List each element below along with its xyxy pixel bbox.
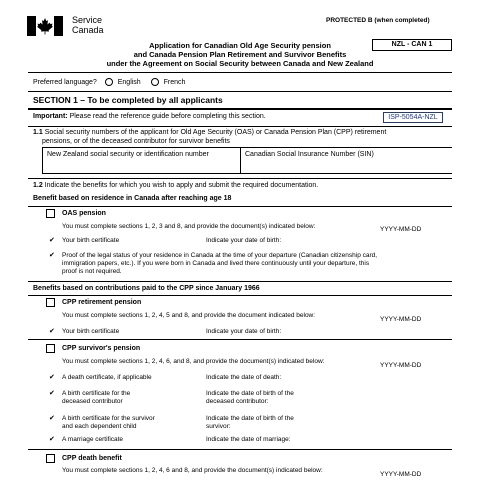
nz-ssn-label: New Zealand social security or identification number <box>47 151 209 158</box>
question-1-2-text: Indicate the benefits for which you wish to apply and submit the required documentation. <box>44 182 319 189</box>
cpp-survivor-title: CPP survivor's pension <box>62 345 141 352</box>
question-number: 1.1 <box>33 129 43 136</box>
cpp-retirement-title: CPP retirement pension <box>62 299 142 306</box>
oas-date-of-birth-field[interactable]: Indicate your date of birth: <box>206 237 282 244</box>
oas-doc-legal-status <box>62 252 452 276</box>
cpp-death-instruction: You must complete sections 1, 2, 4, 6 and 8, and provide the document(s) indicated below: <box>62 467 323 474</box>
form-code-box: NZL - CAN 1 <box>372 39 452 51</box>
residence-heading: Benefit based on residence in Canada after reaching age 18 <box>33 195 232 202</box>
date-of-death-field[interactable]: Indicate the date of death: <box>206 374 282 381</box>
check-icon: ✔ <box>49 390 55 397</box>
language-prompt: Preferred language? <box>33 78 97 86</box>
english-radio[interactable] <box>105 78 113 86</box>
cpp-retirement-checkbox[interactable] <box>46 298 55 307</box>
contributions-heading: Benefits based on contributions paid to the CPP since January 1966 <box>33 285 260 292</box>
cpp-retirement-instruction: You must complete sections 1, 2, 4, 5 and 8, and provide the document indicated below: <box>62 312 316 319</box>
english-label: English <box>117 78 141 86</box>
reference-guide-link[interactable]: ISP-5054A-NZL <box>383 112 443 123</box>
divider <box>28 178 452 179</box>
survivor-date-of-birth-field[interactable] <box>206 415 294 431</box>
service-canada-wordmark <box>72 15 104 35</box>
check-icon: ✔ <box>49 237 55 244</box>
question-1-1-line2: pensions, or of the deceased contributor for survivor benefits <box>42 137 230 145</box>
canada-flag-logo <box>27 16 63 36</box>
divider <box>28 126 452 127</box>
language-row <box>33 78 185 87</box>
survivor-doc-contributor-birth <box>62 390 130 406</box>
divider <box>28 295 452 296</box>
doc-label-line: deceased contributor <box>62 398 123 405</box>
field-label-line: deceased contributor: <box>206 398 269 405</box>
field-label-line: survivor: <box>206 423 231 430</box>
divider <box>28 72 452 73</box>
form-title <box>0 41 480 68</box>
nz-ssn-field[interactable] <box>43 148 241 173</box>
divider <box>28 206 452 207</box>
check-icon: ✔ <box>49 328 55 335</box>
date-format: YYYY-MM-DD <box>380 471 422 478</box>
important-note <box>33 113 266 122</box>
divider <box>28 281 452 282</box>
french-label: French <box>163 78 186 86</box>
doc-label-line: A birth certificate for the survivor <box>62 415 155 422</box>
field-label-line: Indicate the date of birth of the <box>206 390 294 397</box>
date-format: YYYY-MM-DD <box>380 316 422 323</box>
question-number: 1.2 <box>33 182 43 189</box>
date-of-marriage-field[interactable]: Indicate the date of marriage: <box>206 436 291 443</box>
wordmark-service: Service <box>72 15 103 25</box>
field-label-line: Indicate the date of birth of the <box>206 415 294 422</box>
oas-doc-legal-status-line: proof is not required. <box>62 268 122 275</box>
french-radio[interactable] <box>151 78 159 86</box>
contributor-date-of-birth-field[interactable] <box>206 390 294 406</box>
oas-pension-title: OAS pension <box>62 210 106 217</box>
divider <box>28 91 452 92</box>
check-icon: ✔ <box>49 374 55 381</box>
question-1-1-line1: Social security numbers of the applicant for Old Age Security (OAS) or Canada Pension Plan (CPP) retirement <box>44 129 387 136</box>
form-title-line1: Application for Canadian Old Age Security pension <box>149 41 331 50</box>
check-icon: ✔ <box>49 415 55 422</box>
cpp-survivor-checkbox[interactable] <box>46 344 55 353</box>
check-icon: ✔ <box>49 436 55 443</box>
important-text: Please read the reference guide before completing this section. <box>69 113 266 120</box>
important-label: Important: <box>33 113 68 120</box>
cpp-death-benefit-checkbox[interactable] <box>46 454 55 463</box>
survivor-doc-marriage: A marriage certificate <box>62 436 124 443</box>
form-title-line3: under the Agreement on Social Security between Canada and New Zealand <box>106 59 374 68</box>
question-1-1 <box>33 129 448 146</box>
question-1-2 <box>33 182 318 191</box>
survivor-doc-survivor-birth <box>62 415 155 431</box>
date-format: YYYY-MM-DD <box>380 226 422 233</box>
sin-label: Canadian Social Insurance Number (SIN) <box>245 151 374 158</box>
protected-notice: PROTECTED B (when completed) <box>326 17 430 24</box>
oas-pension-checkbox[interactable] <box>46 209 55 218</box>
divider <box>28 108 452 110</box>
cpp-retirement-doc-birth: Your birth certificate <box>62 328 120 335</box>
divider <box>28 339 452 340</box>
oas-doc-legal-status-line: immigration papers, etc.). If you were born in Canada and lived there continuously until your departure, this <box>62 260 370 267</box>
cpp-survivor-instruction: You must complete sections 1, 2, 4, 6, and 8, and provide the document(s) indicated below: <box>62 358 325 365</box>
divider <box>28 449 452 450</box>
doc-label-line: A birth certificate for the <box>62 390 131 397</box>
wordmark-canada: Canada <box>72 25 104 35</box>
cpp-death-benefit-title: CPP death benefit <box>62 455 122 462</box>
ssn-fields <box>42 147 452 174</box>
cpp-retirement-date-of-birth-field[interactable]: Indicate your date of birth: <box>206 328 282 335</box>
oas-doc-birth: Your birth certificate <box>62 237 120 244</box>
date-format: YYYY-MM-DD <box>380 362 422 369</box>
oas-doc-legal-status-line: Proof of the legal status of your residence in Canada at the time of your departure (Canadian citizenship card, <box>62 252 378 259</box>
section1-heading: SECTION 1 – To be completed by all applicants <box>33 95 223 105</box>
oas-instruction: You must complete sections 1, 2, 3 and 8, and provide the document(s) indicated below: <box>62 223 316 230</box>
doc-label-line: and each dependent child <box>62 423 137 430</box>
check-icon: ✔ <box>49 252 55 259</box>
sin-field[interactable] <box>241 148 453 173</box>
form-title-line2: and Canada Pension Plan Retirement and Survivor Benefits <box>133 50 347 59</box>
survivor-doc-death-certificate: A death certificate, if applicable <box>62 374 152 381</box>
